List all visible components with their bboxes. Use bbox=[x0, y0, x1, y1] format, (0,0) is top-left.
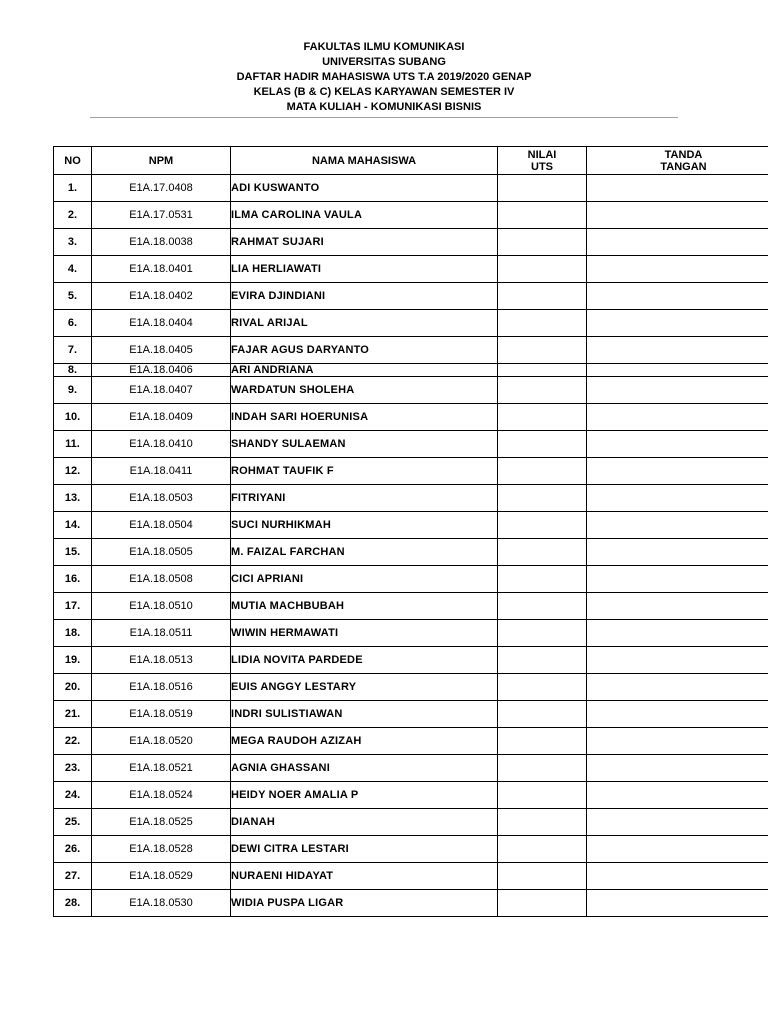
student-id: E1A.18.0406 bbox=[92, 364, 231, 377]
signature-cell bbox=[587, 620, 768, 647]
student-name: LIA HERLIAWATI bbox=[231, 256, 498, 283]
student-id: E1A.18.0516 bbox=[92, 674, 231, 701]
student-name: M. FAIZAL FARCHAN bbox=[231, 539, 498, 566]
score-cell bbox=[498, 310, 587, 337]
table-row bbox=[54, 620, 768, 647]
column-header-score bbox=[498, 147, 587, 175]
student-name: EVIRA DJINDIANI bbox=[231, 283, 498, 310]
row-number: 13. bbox=[54, 485, 92, 512]
row-number: 8. bbox=[54, 364, 92, 377]
student-name: FAJAR AGUS DARYANTO bbox=[231, 337, 498, 364]
student-name: LIDIA NOVITA PARDEDE bbox=[231, 647, 498, 674]
student-name: MUTIA MACHBUBAH bbox=[231, 593, 498, 620]
table-row bbox=[54, 175, 768, 202]
student-name: ARI ANDRIANA bbox=[231, 364, 498, 377]
score-cell bbox=[498, 593, 587, 620]
student-id: E1A.18.0530 bbox=[92, 890, 231, 917]
table-row bbox=[54, 701, 768, 728]
column-header-name: NAMA MAHASISWA bbox=[231, 147, 498, 175]
student-id: E1A.18.0402 bbox=[92, 283, 231, 310]
signature-cell bbox=[587, 404, 768, 431]
student-id: E1A.18.0510 bbox=[92, 593, 231, 620]
student-id: E1A.18.0513 bbox=[92, 647, 231, 674]
signature-cell bbox=[587, 593, 768, 620]
row-number: 17. bbox=[54, 593, 92, 620]
signature-cell bbox=[587, 310, 768, 337]
row-number: 1. bbox=[54, 175, 92, 202]
student-name: ILMA CAROLINA VAULA bbox=[231, 202, 498, 229]
table-row bbox=[54, 674, 768, 701]
student-id: E1A.18.0504 bbox=[92, 512, 231, 539]
signature-cell bbox=[587, 458, 768, 485]
row-number: 24. bbox=[54, 782, 92, 809]
course-name: MATA KULIAH - KOMUNIKASI BISNIS bbox=[286, 101, 482, 113]
signature-cell bbox=[587, 202, 768, 229]
student-id: E1A.18.0411 bbox=[92, 458, 231, 485]
table-row bbox=[54, 566, 768, 593]
table-row bbox=[54, 458, 768, 485]
table-row bbox=[54, 485, 768, 512]
score-cell bbox=[498, 809, 587, 836]
university-name: UNIVERSITAS SUBANG bbox=[322, 56, 446, 68]
score-cell bbox=[498, 512, 587, 539]
signature-cell bbox=[587, 782, 768, 809]
table-row bbox=[54, 836, 768, 863]
score-cell bbox=[498, 175, 587, 202]
row-number: 10. bbox=[54, 404, 92, 431]
faculty-name: FAKULTAS ILMU KOMUNIKASI bbox=[303, 41, 465, 53]
row-number: 23. bbox=[54, 755, 92, 782]
row-number: 15. bbox=[54, 539, 92, 566]
signature-cell bbox=[587, 377, 768, 404]
student-id: E1A.18.0529 bbox=[92, 863, 231, 890]
score-cell bbox=[498, 674, 587, 701]
table-header-row bbox=[54, 147, 768, 175]
row-number: 4. bbox=[54, 256, 92, 283]
column-header-npm: NPM bbox=[92, 147, 231, 175]
attendance-table bbox=[53, 146, 768, 917]
student-id: E1A.18.0524 bbox=[92, 782, 231, 809]
student-name: WIWIN HERMAWATI bbox=[231, 620, 498, 647]
student-id: E1A.18.0409 bbox=[92, 404, 231, 431]
table-row bbox=[54, 782, 768, 809]
signature-cell bbox=[587, 701, 768, 728]
attendance-title: DAFTAR HADIR MAHASISWA UTS T.A 2019/2020 GENAP bbox=[236, 71, 532, 83]
signature-cell bbox=[587, 256, 768, 283]
row-number: 19. bbox=[54, 647, 92, 674]
student-name: WARDATUN SHOLEHA bbox=[231, 377, 498, 404]
document-header bbox=[0, 40, 768, 115]
student-name: MEGA RAUDOH AZIZAH bbox=[231, 728, 498, 755]
column-header-score-line1: NILAI bbox=[527, 148, 557, 161]
signature-cell bbox=[587, 674, 768, 701]
table-row bbox=[54, 890, 768, 917]
student-name: WIDIA PUSPA LIGAR bbox=[231, 890, 498, 917]
score-cell bbox=[498, 701, 587, 728]
signature-cell bbox=[587, 836, 768, 863]
table-row bbox=[54, 377, 768, 404]
student-id: E1A.18.0528 bbox=[92, 836, 231, 863]
student-id: E1A.18.0405 bbox=[92, 337, 231, 364]
student-id: E1A.18.0520 bbox=[92, 728, 231, 755]
score-cell bbox=[498, 431, 587, 458]
score-cell bbox=[498, 755, 587, 782]
score-cell bbox=[498, 539, 587, 566]
student-id: E1A.18.0508 bbox=[92, 566, 231, 593]
signature-cell bbox=[587, 229, 768, 256]
row-number: 7. bbox=[54, 337, 92, 364]
score-cell bbox=[498, 229, 587, 256]
student-name: RAHMAT SUJARI bbox=[231, 229, 498, 256]
score-cell bbox=[498, 283, 587, 310]
column-header-signature-line2: TANGAN bbox=[660, 160, 707, 173]
score-cell bbox=[498, 647, 587, 674]
signature-cell bbox=[587, 863, 768, 890]
student-id: E1A.17.0531 bbox=[92, 202, 231, 229]
score-cell bbox=[498, 377, 587, 404]
student-id: E1A.18.0521 bbox=[92, 755, 231, 782]
signature-cell bbox=[587, 539, 768, 566]
signature-cell bbox=[587, 890, 768, 917]
student-name: SUCI NURHIKMAH bbox=[231, 512, 498, 539]
table-row bbox=[54, 404, 768, 431]
table-row bbox=[54, 310, 768, 337]
score-cell bbox=[498, 863, 587, 890]
row-number: 18. bbox=[54, 620, 92, 647]
row-number: 3. bbox=[54, 229, 92, 256]
signature-cell bbox=[587, 566, 768, 593]
score-cell bbox=[498, 836, 587, 863]
signature-cell bbox=[587, 175, 768, 202]
signature-cell bbox=[587, 485, 768, 512]
score-cell bbox=[498, 890, 587, 917]
row-number: 9. bbox=[54, 377, 92, 404]
row-number: 26. bbox=[54, 836, 92, 863]
table-row bbox=[54, 229, 768, 256]
row-number: 22. bbox=[54, 728, 92, 755]
signature-cell bbox=[587, 337, 768, 364]
student-name: RIVAL ARIJAL bbox=[231, 310, 498, 337]
score-cell bbox=[498, 256, 587, 283]
row-number: 12. bbox=[54, 458, 92, 485]
student-name: ADI KUSWANTO bbox=[231, 175, 498, 202]
table-row bbox=[54, 647, 768, 674]
score-cell bbox=[498, 364, 587, 377]
student-id: E1A.18.0519 bbox=[92, 701, 231, 728]
table-row bbox=[54, 728, 768, 755]
student-id: E1A.18.0401 bbox=[92, 256, 231, 283]
score-cell bbox=[498, 458, 587, 485]
table-row bbox=[54, 256, 768, 283]
score-cell bbox=[498, 404, 587, 431]
score-cell bbox=[498, 485, 587, 512]
signature-cell bbox=[587, 512, 768, 539]
row-number: 6. bbox=[54, 310, 92, 337]
class-info: KELAS (B & C) KELAS KARYAWAN SEMESTER IV bbox=[253, 86, 515, 98]
table-body bbox=[54, 175, 768, 917]
signature-cell bbox=[587, 364, 768, 377]
row-number: 27. bbox=[54, 863, 92, 890]
student-name: NURAENI HIDAYAT bbox=[231, 863, 498, 890]
student-name: DEWI CITRA LESTARI bbox=[231, 836, 498, 863]
score-cell bbox=[498, 566, 587, 593]
row-number: 16. bbox=[54, 566, 92, 593]
table-row bbox=[54, 593, 768, 620]
student-id: E1A.18.0407 bbox=[92, 377, 231, 404]
signature-cell bbox=[587, 728, 768, 755]
table-row bbox=[54, 337, 768, 364]
score-cell bbox=[498, 337, 587, 364]
student-id: E1A.18.0511 bbox=[92, 620, 231, 647]
row-number: 25. bbox=[54, 809, 92, 836]
student-name: HEIDY NOER AMALIA P bbox=[231, 782, 498, 809]
student-id: E1A.18.0410 bbox=[92, 431, 231, 458]
score-cell bbox=[498, 620, 587, 647]
row-number: 2. bbox=[54, 202, 92, 229]
student-name: AGNIA GHASSANI bbox=[231, 755, 498, 782]
row-number: 28. bbox=[54, 890, 92, 917]
row-number: 5. bbox=[54, 283, 92, 310]
score-cell bbox=[498, 202, 587, 229]
table-row bbox=[54, 202, 768, 229]
student-name: FITRIYANI bbox=[231, 485, 498, 512]
column-header-signature-line1: TANDA bbox=[664, 148, 703, 161]
student-name: INDAH SARI HOERUNISA bbox=[231, 404, 498, 431]
row-number: 20. bbox=[54, 674, 92, 701]
header-divider bbox=[90, 117, 678, 118]
signature-cell bbox=[587, 647, 768, 674]
table-row bbox=[54, 539, 768, 566]
student-id: E1A.18.0038 bbox=[92, 229, 231, 256]
table-row bbox=[54, 863, 768, 890]
student-name: INDRI SULISTIAWAN bbox=[231, 701, 498, 728]
table-row bbox=[54, 283, 768, 310]
table-row bbox=[54, 512, 768, 539]
signature-cell bbox=[587, 283, 768, 310]
signature-cell bbox=[587, 431, 768, 458]
table-row bbox=[54, 809, 768, 836]
table-row bbox=[54, 755, 768, 782]
row-number: 11. bbox=[54, 431, 92, 458]
student-name: DIANAH bbox=[231, 809, 498, 836]
signature-cell bbox=[587, 755, 768, 782]
table-row bbox=[54, 431, 768, 458]
student-name: CICI APRIANI bbox=[231, 566, 498, 593]
column-header-score-line2: UTS bbox=[531, 160, 553, 173]
table-row bbox=[54, 364, 768, 377]
student-name: EUIS ANGGY LESTARY bbox=[231, 674, 498, 701]
score-cell bbox=[498, 728, 587, 755]
student-id: E1A.17.0408 bbox=[92, 175, 231, 202]
student-id: E1A.18.0503 bbox=[92, 485, 231, 512]
row-number: 21. bbox=[54, 701, 92, 728]
row-number: 14. bbox=[54, 512, 92, 539]
column-header-no: NO bbox=[54, 147, 92, 175]
student-name: SHANDY SULAEMAN bbox=[231, 431, 498, 458]
score-cell bbox=[498, 782, 587, 809]
column-header-signature bbox=[587, 147, 768, 175]
student-id: E1A.18.0525 bbox=[92, 809, 231, 836]
student-name: ROHMAT TAUFIK F bbox=[231, 458, 498, 485]
student-id: E1A.18.0404 bbox=[92, 310, 231, 337]
signature-cell bbox=[587, 809, 768, 836]
student-id: E1A.18.0505 bbox=[92, 539, 231, 566]
